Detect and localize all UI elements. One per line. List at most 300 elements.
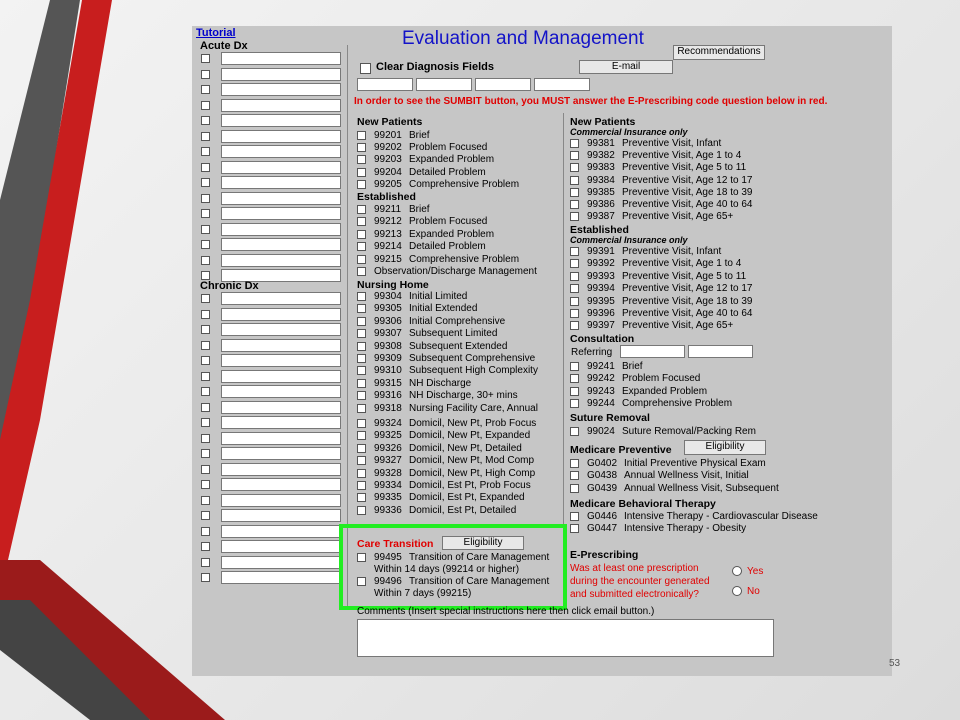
code-checkbox[interactable] [357,379,366,388]
acute-dx-list [200,51,343,284]
code-checkbox[interactable] [570,212,579,221]
code-description: Initial Preventive Physical Exam [624,458,766,469]
code-description: Preventive Visit, Age 65+ [622,211,734,223]
code-description: Brief [622,361,643,372]
code-description: Initial Comprehensive [409,315,506,327]
code-description: Preventive Visit, Infant [622,246,722,257]
code-number: 99324 [374,418,402,429]
code-description: Suture Removal/Packing Rem [622,426,756,437]
code-description: Expanded Problem [409,154,495,166]
right-new-patients-heading: New Patients [570,116,636,128]
code-checkbox[interactable] [570,139,579,148]
acute-dx-label: Acute Dx [200,40,248,52]
chronic-dx-row [200,400,343,416]
code-checkbox[interactable] [570,321,579,330]
eprescribing-question-3: and submitted electronically? [570,589,699,600]
code-checkbox[interactable] [357,354,366,363]
code-checkbox[interactable] [357,155,366,164]
consultation-heading: Consultation [570,333,635,345]
code-description: NH Discharge, 30+ mins [409,390,518,402]
acute-dx-checkbox[interactable] [201,54,210,63]
code-number: 99203 [374,154,402,166]
acute-dx-checkbox[interactable] [201,256,210,265]
chronic-dx-field[interactable] [221,447,341,460]
chronic-dx-checkbox[interactable] [201,418,210,427]
code-checkbox[interactable] [570,427,579,436]
chronic-dx-row [200,555,343,571]
code-description: Expanded Problem [622,385,708,397]
page-title: Evaluation and Management [402,28,644,49]
code-checkbox[interactable] [357,444,366,453]
chronic-dx-field[interactable] [221,432,341,445]
code-description: Domicil, New Pt, Expanded [409,430,531,442]
code-checkbox[interactable] [357,329,366,338]
care-transition-line2: Within 7 days (99215) [374,588,472,599]
chronic-dx-row [200,462,343,478]
diagnosis-code-field[interactable] [534,78,590,91]
code-number: 99315 [374,377,402,389]
chronic-dx-checkbox[interactable] [201,449,210,458]
chronic-dx-checkbox[interactable] [201,511,210,520]
code-number: 99334 [374,480,402,491]
acute-dx-field[interactable] [221,223,341,236]
acute-dx-row [200,175,343,191]
comments-label: Comments (Insert special instructions here then click email button.) [357,606,655,617]
code-number: G0438 [587,470,618,482]
acute-dx-field[interactable] [221,68,341,81]
code-description: NH Discharge [409,377,472,389]
commercial-note: Commercial Insurance only [570,235,688,245]
code-number: 99387 [587,211,615,223]
acute-dx-row [200,160,343,176]
clear-diagnosis-label: Clear Diagnosis Fields [376,61,494,73]
code-checkbox[interactable] [357,391,366,400]
diagnosis-code-field[interactable] [475,78,531,91]
right-established-heading: Established [570,224,629,236]
chronic-dx-row [200,570,343,586]
acute-dx-field[interactable] [221,161,341,174]
code-checkbox[interactable] [570,309,579,318]
chronic-dx-checkbox[interactable] [201,294,210,303]
code-number: 99201 [374,130,402,141]
code-description: Preventive Visit, Age 18 to 39 [622,186,753,198]
code-description: Preventive Visit, Age 18 to 39 [622,295,753,307]
code-checkbox[interactable] [357,168,366,177]
acute-dx-field[interactable] [221,192,341,205]
chronic-dx-field[interactable] [221,540,341,553]
code-checkbox[interactable] [357,456,366,465]
chronic-dx-field[interactable] [221,339,341,352]
tutorial-link[interactable]: Tutorial [196,27,236,39]
code-number: 99328 [374,467,402,479]
code-number: 99395 [587,295,615,307]
code-checkbox[interactable] [357,304,366,313]
eprescribing-no-label: No [747,586,760,597]
code-checkbox[interactable] [357,317,366,326]
code-number: 99392 [587,258,615,270]
acute-dx-row [200,191,343,207]
medicare-eligibility-button[interactable]: Eligibility [684,440,766,455]
code-checkbox[interactable] [570,362,579,371]
code-description: Annual Wellness Visit, Initial [624,470,749,482]
acute-dx-checkbox[interactable] [201,271,210,280]
code-checkbox[interactable] [357,230,366,239]
code-number: 99211 [374,204,402,215]
chronic-dx-checkbox[interactable] [201,542,210,551]
chronic-dx-row [200,369,343,385]
referring-field[interactable] [620,345,685,358]
chronic-dx-checkbox[interactable] [201,403,210,412]
code-number: 99327 [374,455,402,467]
acute-dx-checkbox[interactable] [201,178,210,187]
code-description: Intensive Therapy - Obesity [624,523,747,535]
chronic-dx-checkbox[interactable] [201,434,210,443]
code-number: 99391 [587,246,615,257]
chronic-dx-checkbox[interactable] [201,325,210,334]
chronic-dx-field[interactable] [221,323,341,336]
code-number: 99310 [374,365,402,377]
code-number: G0402 [587,458,618,469]
chronic-dx-field[interactable] [221,556,341,569]
acute-dx-field[interactable] [221,145,341,158]
code-checkbox[interactable] [570,387,579,396]
code-description: Subsequent Extended [409,340,508,352]
code-checkbox[interactable] [357,493,366,502]
eprescribing-no-radio[interactable] [732,586,742,596]
acute-dx-checkbox[interactable] [201,194,210,203]
code-number: G0447 [587,523,618,535]
code-number: 99385 [587,186,615,198]
code-description: Preventive Visit, Age 1 to 4 [622,150,742,162]
code-number: 99335 [374,492,402,504]
code-checkbox[interactable] [570,374,579,383]
chronic-dx-row [200,431,343,447]
acute-dx-row [200,253,343,269]
code-number: 99214 [374,241,402,253]
code-checkbox[interactable] [357,143,366,152]
code-number: 99382 [587,150,615,162]
chronic-dx-field[interactable] [221,308,341,321]
diagnosis-code-field[interactable] [416,78,472,91]
acute-dx-row [200,113,343,129]
chronic-dx-checkbox[interactable] [201,387,210,396]
code-checkbox[interactable] [570,188,579,197]
chronic-dx-field[interactable] [221,385,341,398]
code-number: 99308 [374,340,402,352]
acute-dx-row [200,51,343,67]
chronic-dx-checkbox[interactable] [201,372,210,381]
code-checkbox[interactable] [570,151,579,160]
acute-dx-row [200,144,343,160]
code-checkbox[interactable] [357,366,366,375]
code-checkbox[interactable] [570,284,579,293]
code-checkbox[interactable] [570,200,579,209]
chronic-dx-row [200,539,343,555]
code-description: Domicil, New Pt, High Comp [409,467,536,479]
code-checkbox[interactable] [570,512,579,521]
code-number: 99305 [374,303,402,315]
code-description: Domicil, New Pt, Prob Focus [409,418,537,429]
behavioral-heading: Medicare Behavioral Therapy [570,498,716,510]
code-number: 99336 [374,504,402,516]
code-checkbox[interactable] [357,404,366,413]
code-description: Brief [409,204,430,215]
chronic-dx-row [200,446,343,462]
eprescribing-heading: E-Prescribing [570,549,639,561]
chronic-dx-field[interactable] [221,478,341,491]
code-number: 99304 [374,291,402,302]
established-heading: Established [357,191,416,203]
acute-dx-field[interactable] [221,238,341,251]
chronic-dx-field[interactable] [221,416,341,429]
code-checkbox[interactable] [357,481,366,490]
chronic-dx-checkbox[interactable] [201,496,210,505]
code-checkbox[interactable] [357,180,366,189]
acute-dx-field[interactable] [221,83,341,96]
acute-dx-checkbox[interactable] [201,163,210,172]
code-number: G0446 [587,511,618,522]
code-number: 99394 [587,283,615,295]
chronic-dx-field[interactable] [221,525,341,538]
care-transition-heading: Care Transition [357,538,434,550]
code-description: Comprehensive Problem [409,178,520,190]
code-description: Intensive Therapy - Cardiovascular Disease [624,511,818,522]
highlight-box [339,524,567,610]
code-description: Preventive Visit, Infant [622,138,722,149]
diagnosis-code-field[interactable] [357,78,413,91]
chronic-dx-field[interactable] [221,509,341,522]
code-number: 99202 [374,142,402,154]
chronic-dx-field[interactable] [221,401,341,414]
code-description: Subsequent High Complexity [409,365,538,377]
chronic-dx-row [200,508,343,524]
chronic-dx-field[interactable] [221,292,341,305]
code-number: 99396 [587,308,615,319]
code-number: 99326 [374,442,402,454]
code-description: Subsequent Comprehensive [409,353,536,364]
observation-checkbox[interactable] [357,267,366,276]
code-description: Preventive Visit, Age 1 to 4 [622,258,742,270]
new-patients-heading: New Patients [357,116,423,128]
code-checkbox[interactable] [570,471,579,480]
nursing-home-heading: Nursing Home [357,279,429,291]
chronic-dx-row [200,322,343,338]
code-checkbox[interactable] [357,255,366,264]
code-number: 99213 [374,228,402,240]
code-description: Domicil, New Pt, Mod Comp [409,455,535,467]
code-number: 99496 [374,576,402,587]
code-checkbox[interactable] [357,292,366,301]
code-checkbox[interactable] [570,297,579,306]
code-number: 99241 [587,361,615,372]
code-description: Brief [409,130,430,141]
code-number: 99243 [587,385,615,397]
chronic-dx-field[interactable] [221,370,341,383]
recommendations-button[interactable]: Recommendations [673,45,765,60]
code-number: 99383 [587,162,615,174]
code-description: Preventive Visit, Age 40 to 64 [622,308,753,319]
code-checkbox[interactable] [570,399,579,408]
acute-dx-field[interactable] [221,52,341,65]
code-checkbox[interactable] [570,259,579,268]
code-number: 99309 [374,353,402,364]
code-description: Preventive Visit, Age 40 to 64 [622,199,753,210]
chronic-dx-row [200,493,343,509]
code-description: Detailed Problem [409,166,486,178]
code-description: Problem Focused [622,373,701,385]
acute-dx-row [200,98,343,114]
chronic-dx-row [200,307,343,323]
code-number: 99242 [587,373,615,385]
eprescribing-question-2: during the encounter generated [570,576,710,587]
code-description: Preventive Visit, Age 12 to 17 [622,283,753,295]
code-description: Expanded Problem [409,228,495,240]
chronic-dx-row [200,353,343,369]
acute-dx-field[interactable] [221,114,341,127]
code-description: Comprehensive Problem [622,398,733,410]
code-checkbox[interactable] [570,247,579,256]
acute-dx-checkbox[interactable] [201,225,210,234]
acute-dx-checkbox[interactable] [201,147,210,156]
comments-textarea[interactable] [357,619,774,657]
code-checkbox[interactable] [570,176,579,185]
code-description: Preventive Visit, Age 5 to 11 [622,270,747,282]
chronic-dx-field[interactable] [221,571,341,584]
referring-field-2[interactable] [688,345,753,358]
care-transition-line1: Transition of Care Management [409,576,550,587]
code-checkbox[interactable] [570,524,579,533]
code-number: 99393 [587,270,615,282]
esubmit-notice: In order to see the SUMBIT button, you MUST answer the E-Prescribing code question below in red. [354,96,828,107]
code-checkbox[interactable] [357,342,366,351]
code-description: Preventive Visit, Age 12 to 17 [622,174,753,186]
acute-dx-field[interactable] [221,99,341,112]
chronic-dx-row [200,384,343,400]
code-number: 99212 [374,216,402,228]
code-checkbox[interactable] [570,163,579,172]
chronic-dx-list [200,291,343,586]
acute-dx-checkbox[interactable] [201,85,210,94]
acute-dx-row [200,222,343,238]
acute-dx-checkbox[interactable] [201,101,210,110]
acute-dx-row [200,82,343,98]
code-number: 99244 [587,398,615,410]
care-transition-line2: Within 14 days (99214 or higher) [374,564,520,575]
code-number: 99307 [374,328,402,340]
clear-diagnosis-checkbox[interactable] [360,63,371,74]
chronic-dx-checkbox[interactable] [201,310,210,319]
chronic-dx-row [200,415,343,431]
code-checkbox[interactable] [570,459,579,468]
acute-dx-field[interactable] [221,130,341,143]
chronic-dx-checkbox[interactable] [201,465,210,474]
code-description: Domicil, Est Pt, Prob Focus [409,480,531,491]
acute-dx-row [200,67,343,83]
code-number: G0439 [587,482,618,494]
chronic-dx-checkbox[interactable] [201,480,210,489]
acute-dx-checkbox[interactable] [201,240,210,249]
acute-dx-field[interactable] [221,176,341,189]
chronic-dx-field[interactable] [221,494,341,507]
acute-dx-row [200,206,343,222]
code-checkbox[interactable] [357,469,366,478]
slide-number: 53 [889,658,901,669]
code-description: Problem Focused [409,142,488,154]
chronic-dx-checkbox[interactable] [201,527,210,536]
care-transition-eligibility-button[interactable]: Eligibility [442,536,524,550]
code-checkbox[interactable] [357,217,366,226]
chronic-dx-row [200,524,343,540]
code-number: 99325 [374,430,402,442]
acute-dx-checkbox[interactable] [201,132,210,141]
chronic-dx-label: Chronic Dx [200,280,259,292]
medicare-preventive-heading: Medicare Preventive [570,444,672,456]
code-number: 99316 [374,390,402,402]
code-description: Preventive Visit, Age 5 to 11 [622,162,747,174]
chronic-dx-field[interactable] [221,354,341,367]
eprescribing-yes-radio[interactable] [732,566,742,576]
code-description: Domicil, Est Pt, Detailed [409,504,517,516]
code-checkbox[interactable] [357,431,366,440]
code-checkbox[interactable] [357,205,366,214]
chronic-dx-field[interactable] [221,463,341,476]
code-number: 99204 [374,166,402,178]
code-checkbox[interactable] [570,484,579,493]
code-description: Domicil, Est Pt, Expanded [409,492,525,504]
code-description: Initial Limited [409,291,468,302]
chronic-dx-row [200,477,343,493]
code-checkbox[interactable] [357,506,366,515]
acute-dx-checkbox[interactable] [201,70,210,79]
code-description: Detailed Problem [409,241,486,253]
chronic-dx-checkbox[interactable] [201,341,210,350]
code-number: 99205 [374,178,402,190]
code-number: 99215 [374,253,402,265]
code-description: Preventive Visit, Age 65+ [622,320,734,332]
code-checkbox[interactable] [570,272,579,281]
email-button[interactable]: E-mail [579,60,673,74]
acute-dx-field[interactable] [221,207,341,220]
code-number: 99306 [374,315,402,327]
eprescribing-yes-label: Yes [747,566,764,577]
code-number: 99495 [374,552,402,563]
suture-heading: Suture Removal [570,412,650,424]
acute-dx-row [200,237,343,253]
acute-dx-checkbox[interactable] [201,116,210,125]
code-description: Nursing Facility Care, Annual [409,402,538,414]
code-description: Problem Focused [409,216,488,228]
code-description: Domicil, New Pt, Detailed [409,442,522,454]
code-description: Initial Extended [409,303,478,315]
code-checkbox[interactable] [357,419,366,428]
code-checkbox[interactable] [357,131,366,140]
code-number: 99384 [587,174,615,186]
code-number: 99397 [587,320,615,332]
chronic-dx-checkbox[interactable] [201,356,210,365]
chronic-dx-checkbox[interactable] [201,558,210,567]
chronic-dx-row [200,291,343,307]
code-number: 99381 [587,138,615,149]
acute-dx-checkbox[interactable] [201,209,210,218]
code-number: 99318 [374,402,402,414]
acute-dx-field[interactable] [221,254,341,267]
code-description: Comprehensive Problem [409,253,520,265]
code-checkbox[interactable] [357,242,366,251]
acute-dx-row [200,129,343,145]
observation-label: Observation/Discharge Management [374,266,537,277]
care-transition-line1: Transition of Care Management [409,552,550,563]
chronic-dx-checkbox[interactable] [201,573,210,582]
